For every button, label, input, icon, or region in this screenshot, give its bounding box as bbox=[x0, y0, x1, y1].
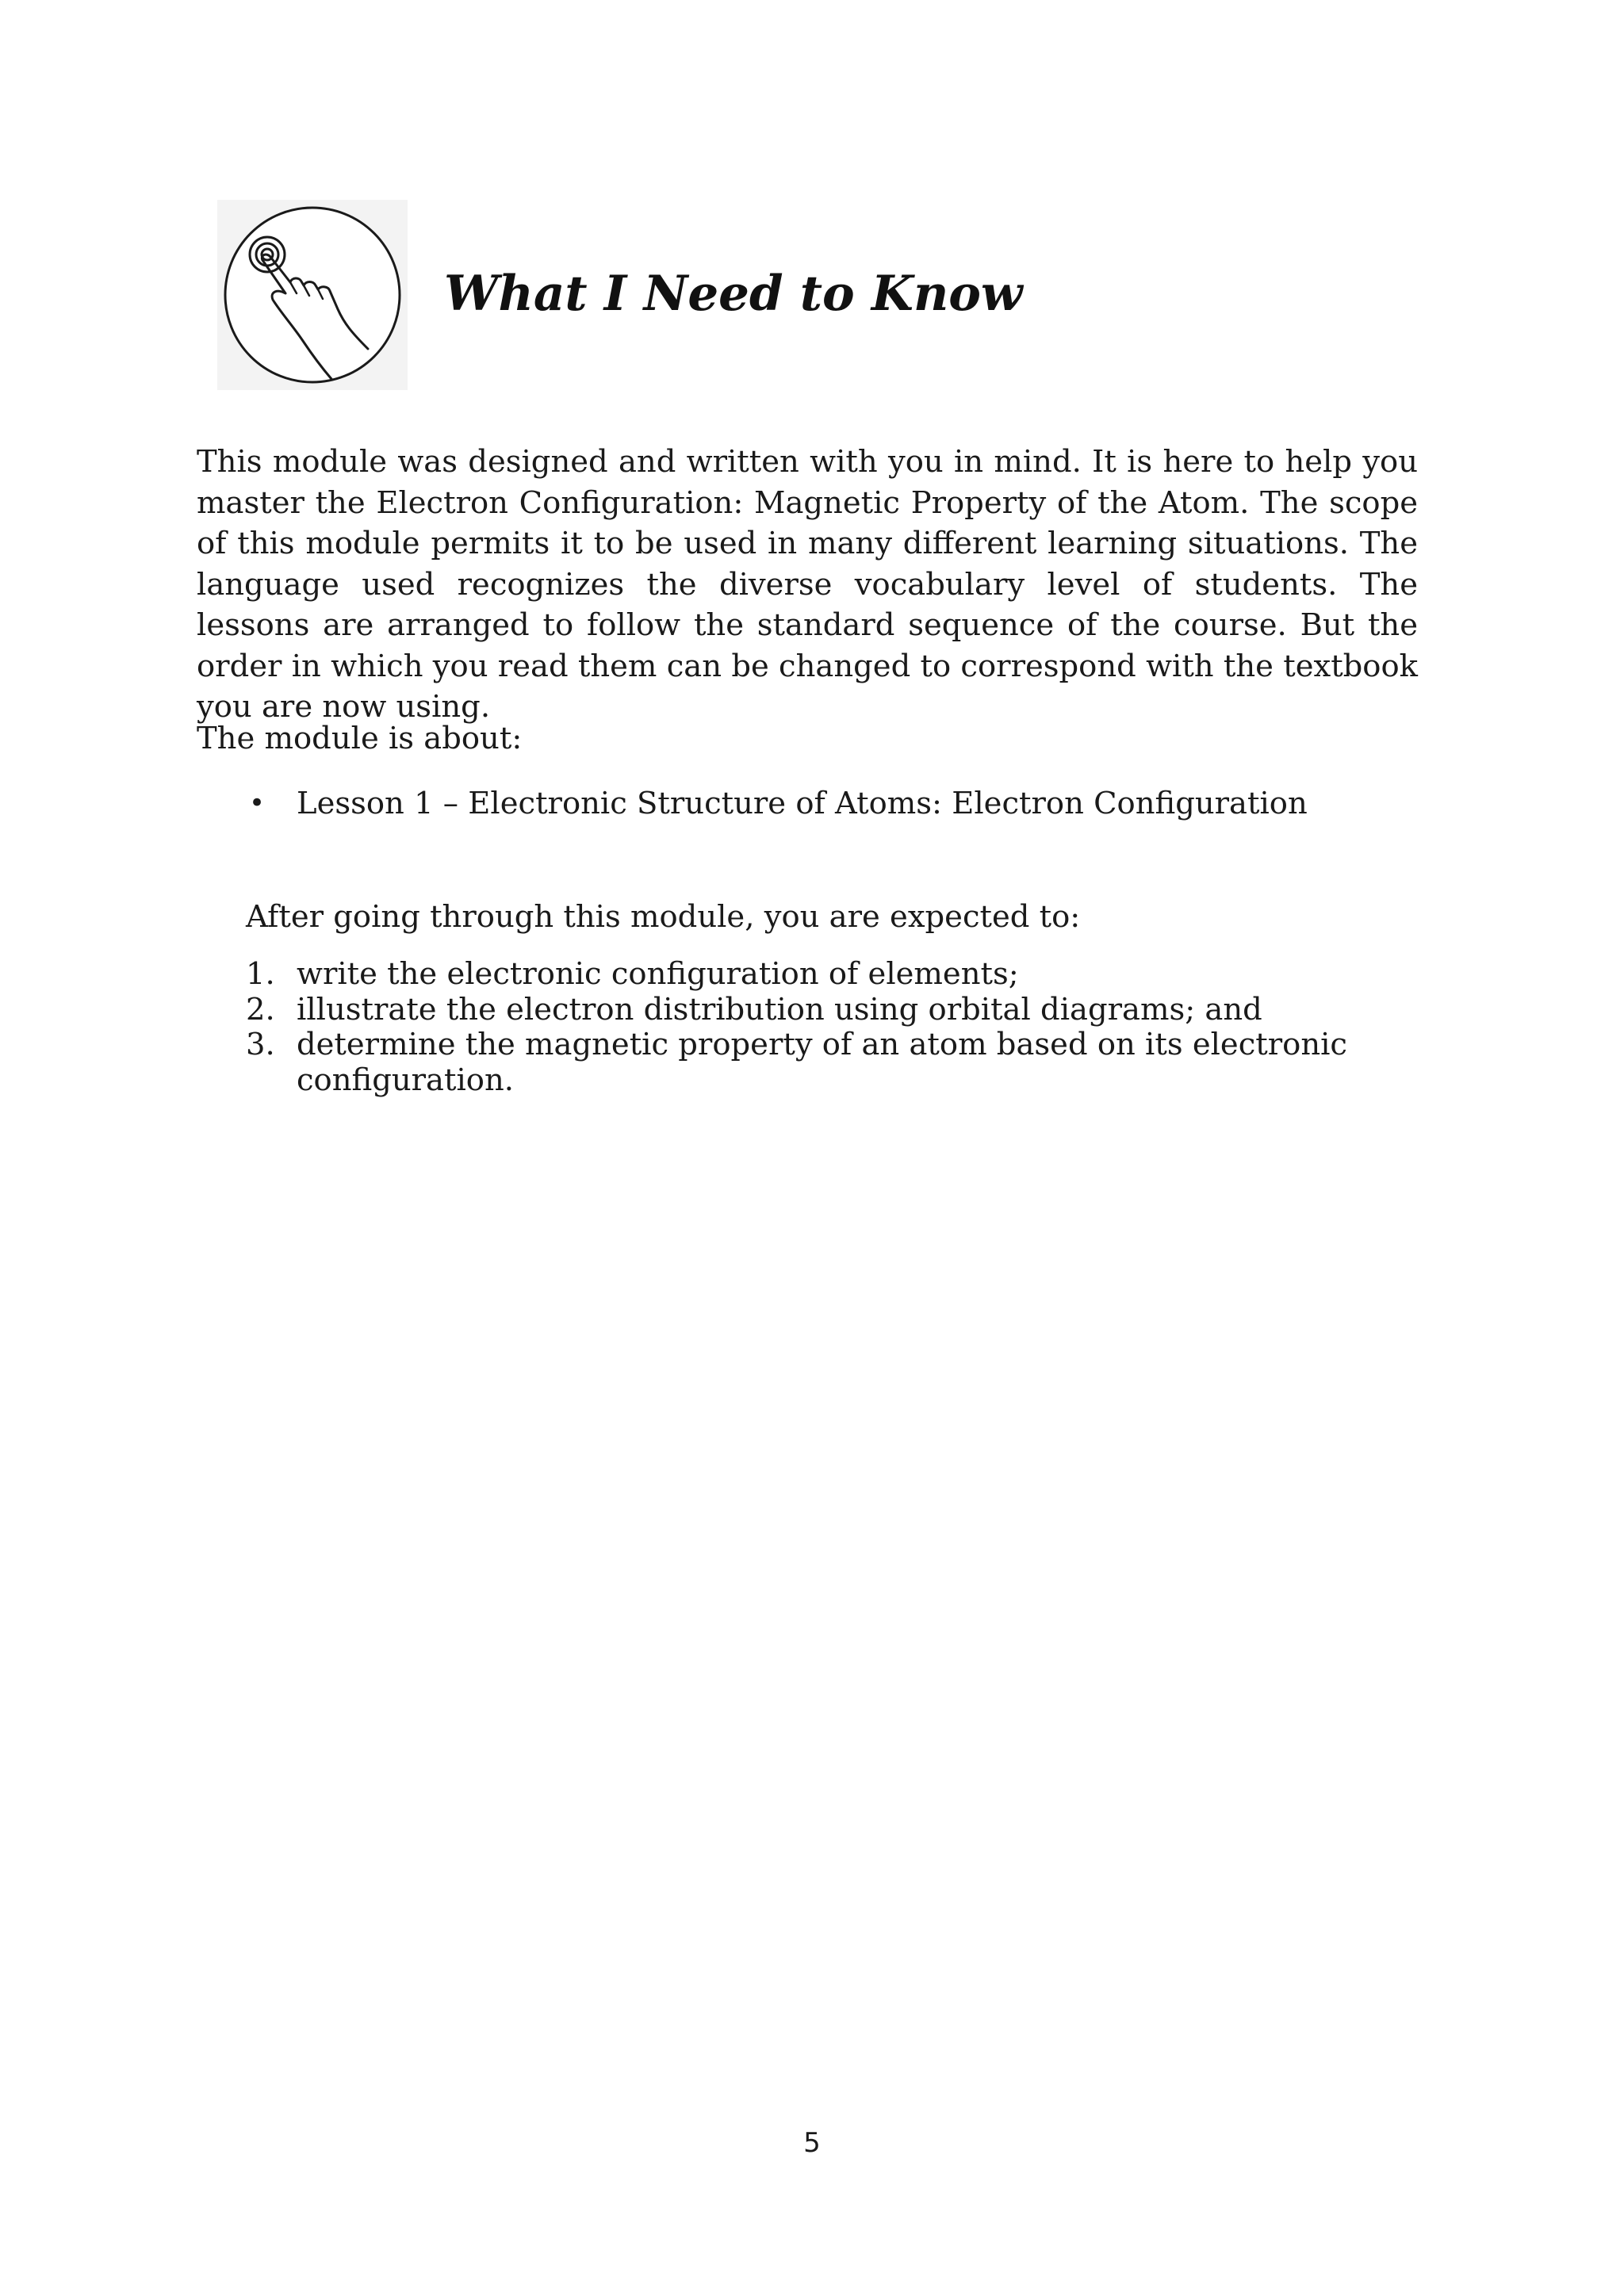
list-item bbox=[246, 1027, 1418, 1098]
lesson-list bbox=[197, 783, 1418, 825]
section-header bbox=[217, 200, 1407, 400]
list-item bbox=[197, 783, 1418, 825]
objective-text-continuation: configuration. bbox=[297, 1062, 515, 1098]
item-number: 3. bbox=[246, 1027, 275, 1062]
item-number: 2. bbox=[246, 991, 275, 1027]
intro-paragraph: This module was designed and written with you in mind. It is here to help you master the Electron Configuration: Magnetic Property of the Atom. The scope of this module permits it to be used in many different learning situations. The language used recognizes the diverse vocabulary level of students. The lessons are arranged to follow the standard sequence of the course. But the order in which you read them can be changed to correspond with the textbook you are now using. bbox=[197, 444, 1418, 725]
expectations-intro: After going through this module, you are expected to: bbox=[246, 899, 1081, 935]
bullet-icon: • bbox=[249, 787, 266, 819]
objective-text: determine the magnetic property of an atom based on its electronic bbox=[297, 1027, 1347, 1062]
hand-pointer-icon bbox=[217, 200, 408, 390]
list-item bbox=[246, 957, 1418, 993]
list-item bbox=[246, 993, 1418, 1028]
section-title: What I Need to Know bbox=[444, 266, 1023, 322]
objective-text: illustrate the electron distribution using orbital diagrams; and bbox=[297, 991, 1262, 1027]
module-about-heading: The module is about: bbox=[197, 721, 523, 756]
item-number: 1. bbox=[246, 956, 275, 992]
lesson-label: Lesson 1 – Electronic Structure of Atoms: Electron Configuration bbox=[297, 786, 1308, 821]
objectives-list bbox=[246, 957, 1418, 1098]
page-number: 5 bbox=[803, 2127, 821, 2159]
objective-text: write the electronic configuration of elements; bbox=[297, 956, 1019, 992]
